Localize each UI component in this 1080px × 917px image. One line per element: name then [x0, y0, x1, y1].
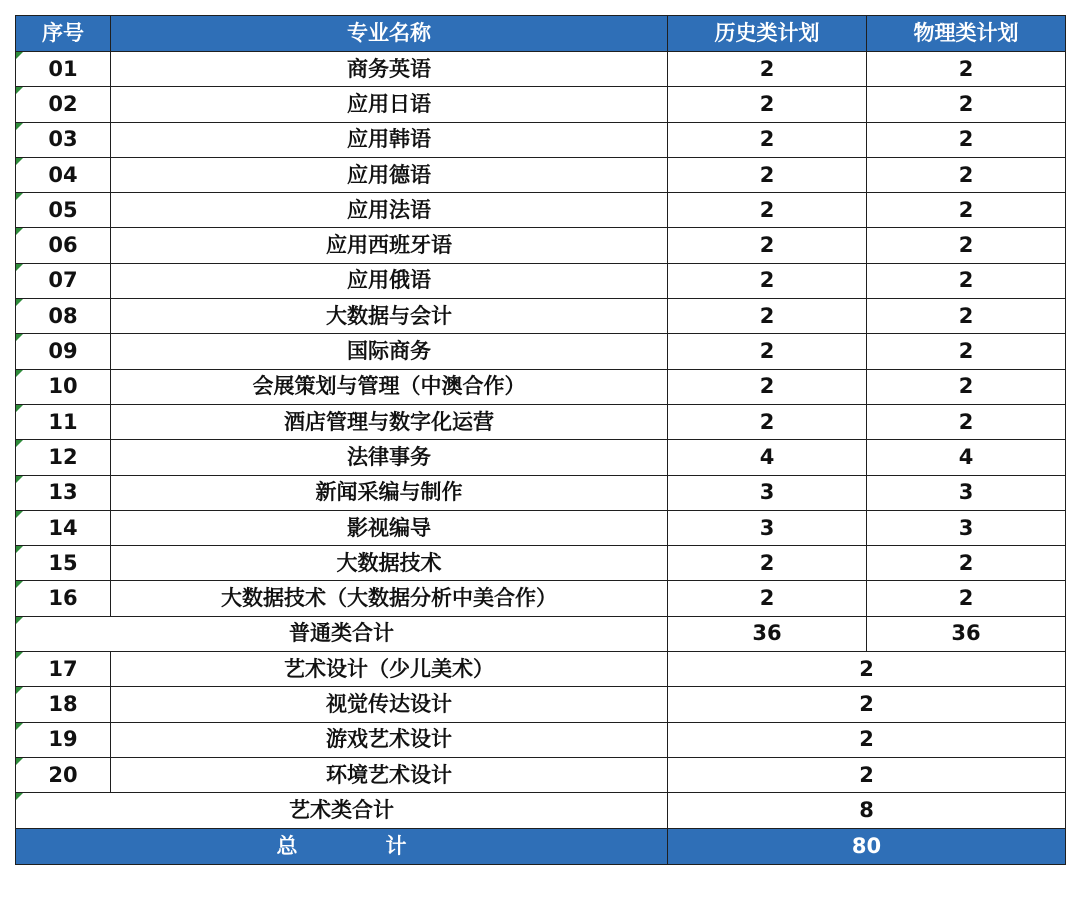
- row-major-name: 影视编导: [111, 510, 668, 545]
- grand-total-label-right: 计: [385, 833, 407, 858]
- row-combined-plan: 2: [668, 652, 1066, 687]
- row-major-name: 环境艺术设计: [111, 757, 668, 792]
- row-physics-plan: 3: [867, 510, 1066, 545]
- row-major-name: 应用西班牙语: [111, 228, 668, 263]
- regular-subtotal-history: 36: [668, 616, 867, 651]
- row-physics-plan: 2: [867, 299, 1066, 334]
- table-row: [16, 440, 1066, 475]
- table-row: [16, 122, 1066, 157]
- row-no: 12: [16, 440, 111, 475]
- row-combined-plan: 2: [668, 757, 1066, 792]
- row-no: 13: [16, 475, 111, 510]
- row-history-plan: 2: [668, 546, 867, 581]
- row-major-name: 视觉传达设计: [111, 687, 668, 722]
- art-subtotal-value: 8: [668, 793, 1066, 828]
- row-physics-plan: 2: [867, 369, 1066, 404]
- row-physics-plan: 2: [867, 334, 1066, 369]
- table-row: [16, 722, 1066, 757]
- row-no: 03: [16, 122, 111, 157]
- row-physics-plan: 2: [867, 228, 1066, 263]
- table-row: [16, 157, 1066, 192]
- grand-total-value: 80: [668, 828, 1066, 864]
- row-history-plan: 3: [668, 510, 867, 545]
- grand-total-row: [16, 828, 1066, 864]
- row-major-name: 商务英语: [111, 52, 668, 87]
- row-major-name: 新闻采编与制作: [111, 475, 668, 510]
- row-no: 20: [16, 757, 111, 792]
- row-combined-plan: 2: [668, 687, 1066, 722]
- row-physics-plan: 2: [867, 193, 1066, 228]
- row-major-name: 应用日语: [111, 87, 668, 122]
- row-physics-plan: 2: [867, 263, 1066, 298]
- row-history-plan: 4: [668, 440, 867, 475]
- row-combined-plan: 2: [668, 722, 1066, 757]
- row-major-name: 大数据与会计: [111, 299, 668, 334]
- row-physics-plan: 2: [867, 581, 1066, 616]
- row-no: 06: [16, 228, 111, 263]
- table-row: [16, 87, 1066, 122]
- row-history-plan: 2: [668, 228, 867, 263]
- row-major-name: 艺术设计（少儿美术）: [111, 652, 668, 687]
- row-history-plan: 2: [668, 369, 867, 404]
- header-history-plan: 历史类计划: [668, 16, 867, 52]
- table-row: [16, 546, 1066, 581]
- table-row: [16, 510, 1066, 545]
- row-physics-plan: 2: [867, 404, 1066, 439]
- table-row: [16, 193, 1066, 228]
- row-physics-plan: 2: [867, 122, 1066, 157]
- row-no: 01: [16, 52, 111, 87]
- row-major-name: 游戏艺术设计: [111, 722, 668, 757]
- row-major-name: 应用法语: [111, 193, 668, 228]
- table-row: [16, 369, 1066, 404]
- row-major-name: 国际商务: [111, 334, 668, 369]
- grand-total-label: [16, 828, 668, 864]
- row-no: 09: [16, 334, 111, 369]
- row-no: 18: [16, 687, 111, 722]
- table-row: [16, 757, 1066, 792]
- row-no: 08: [16, 299, 111, 334]
- table-row: [16, 52, 1066, 87]
- row-history-plan: 2: [668, 299, 867, 334]
- row-no: 16: [16, 581, 111, 616]
- row-major-name: 大数据技术（大数据分析中美合作）: [111, 581, 668, 616]
- grand-total-label-left: 总: [276, 833, 298, 858]
- row-major-name: 酒店管理与数字化运营: [111, 404, 668, 439]
- table-body: [16, 52, 1066, 865]
- row-major-name: 应用俄语: [111, 263, 668, 298]
- grand-total-label-text: [276, 833, 407, 858]
- table-row: [16, 652, 1066, 687]
- row-physics-plan: 3: [867, 475, 1066, 510]
- row-history-plan: 2: [668, 404, 867, 439]
- row-no: 17: [16, 652, 111, 687]
- row-physics-plan: 4: [867, 440, 1066, 475]
- row-history-plan: 2: [668, 87, 867, 122]
- row-major-name: 会展策划与管理（中澳合作）: [111, 369, 668, 404]
- table-row: [16, 404, 1066, 439]
- row-major-name: 法律事务: [111, 440, 668, 475]
- table-row: [16, 228, 1066, 263]
- row-physics-plan: 2: [867, 87, 1066, 122]
- regular-subtotal-physics: 36: [867, 616, 1066, 651]
- row-history-plan: 2: [668, 581, 867, 616]
- regular-subtotal-label: 普通类合计: [16, 616, 668, 651]
- row-physics-plan: 2: [867, 546, 1066, 581]
- row-no: 14: [16, 510, 111, 545]
- row-major-name: 大数据技术: [111, 546, 668, 581]
- table-row: [16, 581, 1066, 616]
- header-physics-plan: 物理类计划: [867, 16, 1066, 52]
- table-row: [16, 475, 1066, 510]
- table-row: [16, 299, 1066, 334]
- table-row: [16, 687, 1066, 722]
- row-history-plan: 3: [668, 475, 867, 510]
- table-row: [16, 334, 1066, 369]
- row-no: 05: [16, 193, 111, 228]
- art-subtotal-row: [16, 793, 1066, 828]
- row-major-name: 应用德语: [111, 157, 668, 192]
- table-row: [16, 263, 1066, 298]
- row-history-plan: 2: [668, 122, 867, 157]
- row-history-plan: 2: [668, 157, 867, 192]
- row-no: 19: [16, 722, 111, 757]
- header-no: 序号: [16, 16, 111, 52]
- row-no: 10: [16, 369, 111, 404]
- art-subtotal-label: 艺术类合计: [16, 793, 668, 828]
- row-no: 11: [16, 404, 111, 439]
- row-history-plan: 2: [668, 334, 867, 369]
- row-no: 15: [16, 546, 111, 581]
- header-major: 专业名称: [111, 16, 668, 52]
- row-no: 04: [16, 157, 111, 192]
- row-history-plan: 2: [668, 263, 867, 298]
- row-history-plan: 2: [668, 193, 867, 228]
- regular-subtotal-row: [16, 616, 1066, 651]
- row-history-plan: 2: [668, 52, 867, 87]
- row-physics-plan: 2: [867, 52, 1066, 87]
- row-no: 02: [16, 87, 111, 122]
- enrollment-plan-table: [15, 15, 1066, 865]
- row-physics-plan: 2: [867, 157, 1066, 192]
- row-no: 07: [16, 263, 111, 298]
- row-major-name: 应用韩语: [111, 122, 668, 157]
- header-row: [16, 16, 1066, 52]
